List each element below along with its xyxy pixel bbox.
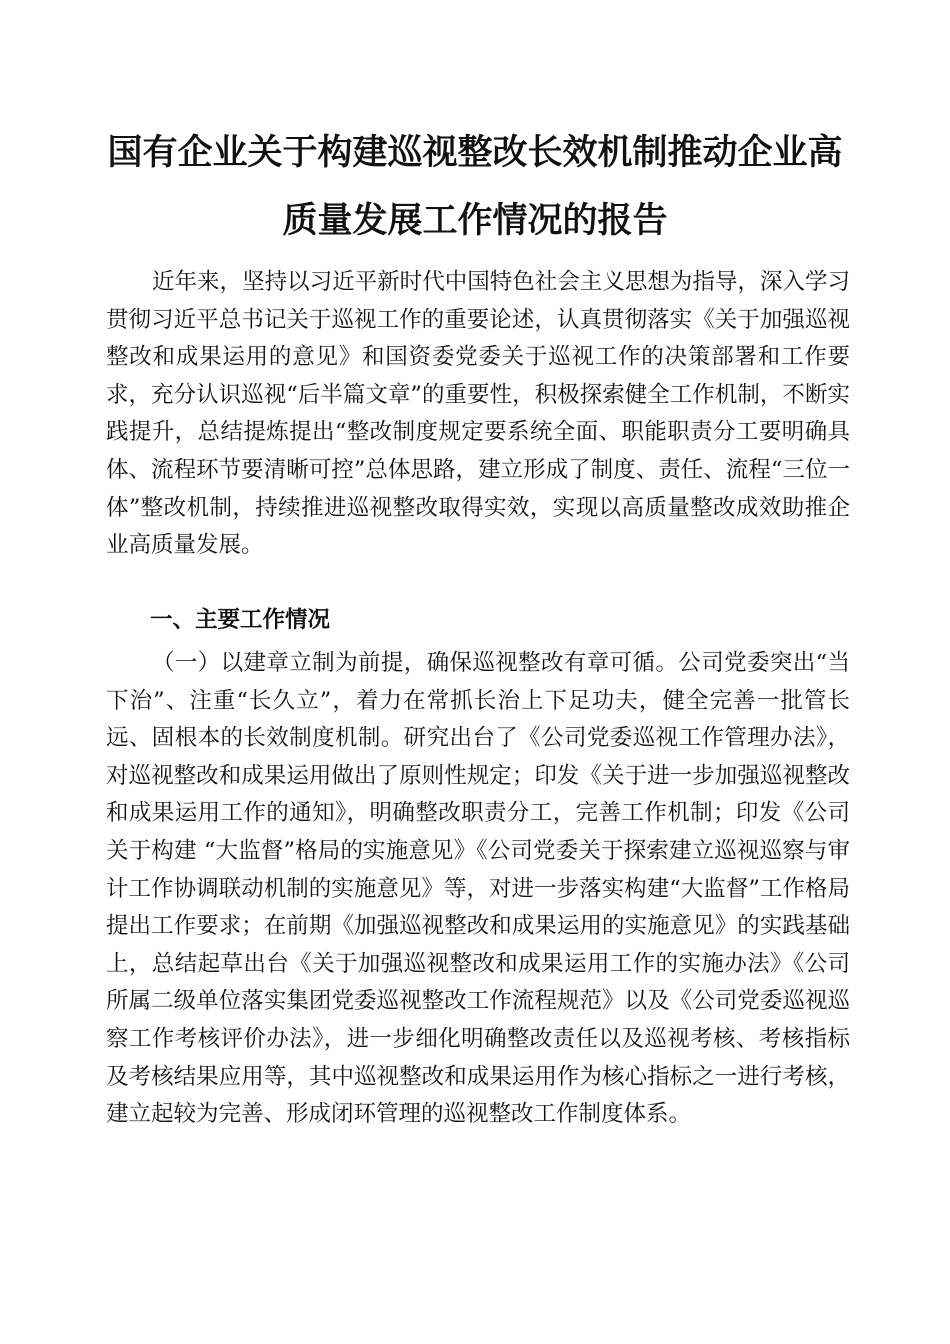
section-heading-main-work: 一、主要工作情况 bbox=[150, 607, 331, 633]
document-title-line-1: 国有企业关于构建巡视整改长效机制推动企业高 bbox=[107, 133, 843, 173]
intro-paragraph: 近年来，坚持以习近平新时代中国特色社会主义思想为指导，深入学习贯彻习近平总书记关于巡视工作的重要论述，认真贯彻落实《关于加强巡视整改和成果运用的意见》和国资委党委关于巡视工作的决策部署和工作要求，充分认识巡视“后半篇文章”的重要性，积极探索健全工作机制，不断实践提升，总结提炼提出“整改制度规定要系统全面、职能职责分工要明确具体、流程环节要清晰可控”总体思路，建立形成了制度、责任、流程“三位一体”整改机制，持续推进巡视整改取得实效，实现以高质量整改成效助推企业高质量发展。 bbox=[106, 269, 850, 559]
section-paragraph-institution-building: （一）以建章立制为前提，确保巡视整改有章可循。公司党委突出“当下治”、注重“长久立”，着力在常抓长治上下足功夫，健全完善一批管长远、固根本的长效制度机制。研究出台了《公司党委巡视工作管理办法》，对巡视整改和成果运用做出了原则性规定；印发《关于进一步加强巡视整改和成果运用工作的通知》，明确整改职责分工，完善工作机制；印发《公司关于构建 “大监督”格局的实施意见》《公司党委关于探索建立巡视巡察与审计工作协调联动机制的实施意见》等，对进一步落实构建“大监督”工作格局提出工作要求；在前期《加强巡视整改和成果运用的实施意见》的实践基础上，总结起草出台《关于加强巡视整改和成果运用工作的实施办法》《公司所属二级单位落实集团党委巡视整改工作流程规范》以及《公司党委巡视巡察工作考核评价办法》，进一步细化明确整改责任以及巡视考核、考核指标及考核结果应用等，其中巡视整改和成果运用作为核心指标之一进行考核，建立起较为完善、形成闭环管理的巡视整改工作制度体系。 bbox=[106, 650, 850, 1128]
document-title-line-2: 质量发展工作情况的报告 bbox=[282, 201, 668, 241]
